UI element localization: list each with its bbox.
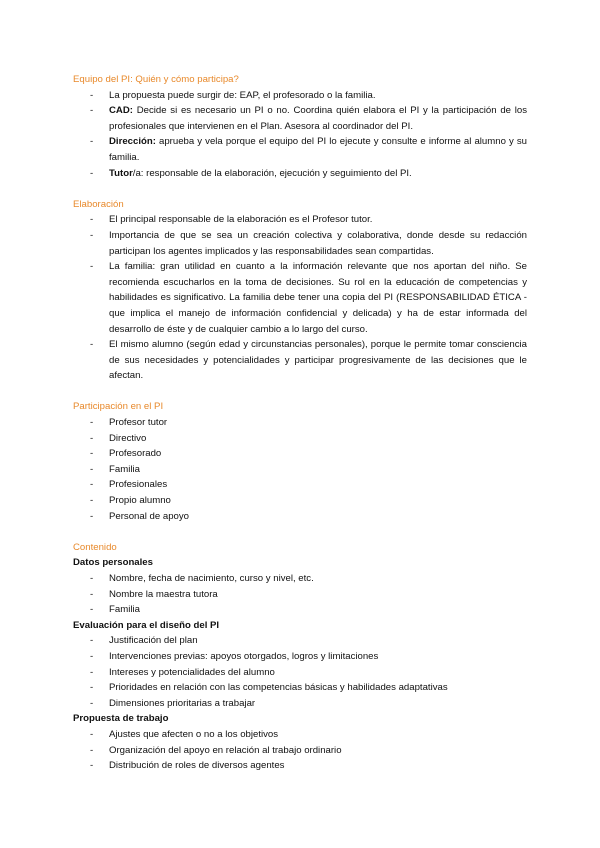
list-item: - Profesorado — [90, 448, 162, 460]
list-item: - La familia: gran utilidad en cuanto a la información relevante que nos aportan del niño. Se recomienda escucharlos en la toma de decisiones. Su rol en la educación de competencias y habilidades es significativo. La familia debe tener una copia del PI (RESPONSABILIDAD ÉTICA - que implica el manejo de información confidencial y delicada) y ha de estar informada del desarrollo de éste y de cualquier cambio a lo largo del curso. — [90, 261, 527, 335]
list-item: - Intervenciones previas: apoyos otorgados, logros y limitaciones — [90, 650, 379, 662]
list-item: - Intereses y potencialidades del alumno — [90, 666, 275, 678]
list-item: - Nombre, fecha de nacimiento, curso y nivel, etc. — [90, 573, 314, 584]
list-item: - Profesor tutor — [90, 417, 168, 429]
list-item: - Familia — [90, 604, 140, 616]
list-item: - Propio alumno — [90, 495, 171, 507]
list-item: - Organización del apoyo en relación al trabajo ordinario — [90, 744, 342, 756]
list-item: - Familia — [90, 463, 140, 475]
list-item: - Justificación del plan — [90, 635, 198, 647]
propuesta-list — [73, 727, 527, 774]
equipo-list — [73, 88, 527, 182]
list-item: - Directivo — [90, 432, 147, 444]
list-item: - El principal responsable de la elaboración es el Profesor tutor. — [90, 214, 373, 226]
section-title-contenido: Contenido — [73, 541, 117, 553]
subheading-evaluacion: Evaluación para el diseño del PI — [73, 619, 220, 631]
section-title-equipo: Equipo del PI: Quién y cómo participa? — [73, 74, 239, 85]
subheading-propuesta: Propuesta de trabajo — [73, 713, 169, 725]
section-title-participacion: Participación en el PI — [73, 401, 164, 413]
list-item: - Dirección: aprueba y vela porque el equipo del PI lo ejecute y consulte e informe al alumno y su familia. — [90, 136, 527, 163]
list-item: - Tutor/a: responsable de la elaboración, ejecución y seguimiento del PI. — [90, 167, 412, 179]
list-item: - Profesionales — [90, 479, 168, 491]
document-body — [73, 72, 527, 774]
list-item: - Prioridades en relación con las competencias básicas y habilidades adaptativas — [90, 682, 448, 694]
evaluacion-list — [73, 633, 527, 711]
list-item: - Distribución de roles de diversos agentes — [90, 760, 285, 772]
subheading-datos-personales: Datos personales — [73, 557, 153, 569]
datos-list — [73, 571, 527, 618]
section-title-elaboracion: Elaboración — [73, 198, 124, 210]
list-item: - El mismo alumno (según edad y circunstancias personales), porque le permite tomar consciencia de sus necesidades y potencialidades y participar progresivamente de las decisiones que le afectan. — [90, 339, 527, 382]
elaboracion-list — [73, 212, 527, 384]
participacion-list — [73, 415, 527, 524]
list-item: - Personal de apoyo — [90, 510, 190, 522]
list-item: - La propuesta puede surgir de: EAP, el profesorado o la familia. — [90, 89, 376, 101]
list-item: - Dimensiones prioritarias a trabajar — [90, 697, 256, 709]
list-item: - Ajustes que afecten o no a los objetivos — [90, 728, 279, 740]
list-item: - Nombre la maestra tutora — [90, 588, 218, 600]
list-item: - CAD: Decide si es necesario un PI o no. Coordina quién elabora el PI y la participación de los profesionales que intervienen en el Plan. Asesora al coordinador del PI. — [90, 105, 527, 132]
list-item: - Importancia de que se sea un creación colectiva y colaborativa, donde desde su redacción participan los agentes implicados y las responsabilidades sean compartidas. — [90, 229, 527, 257]
